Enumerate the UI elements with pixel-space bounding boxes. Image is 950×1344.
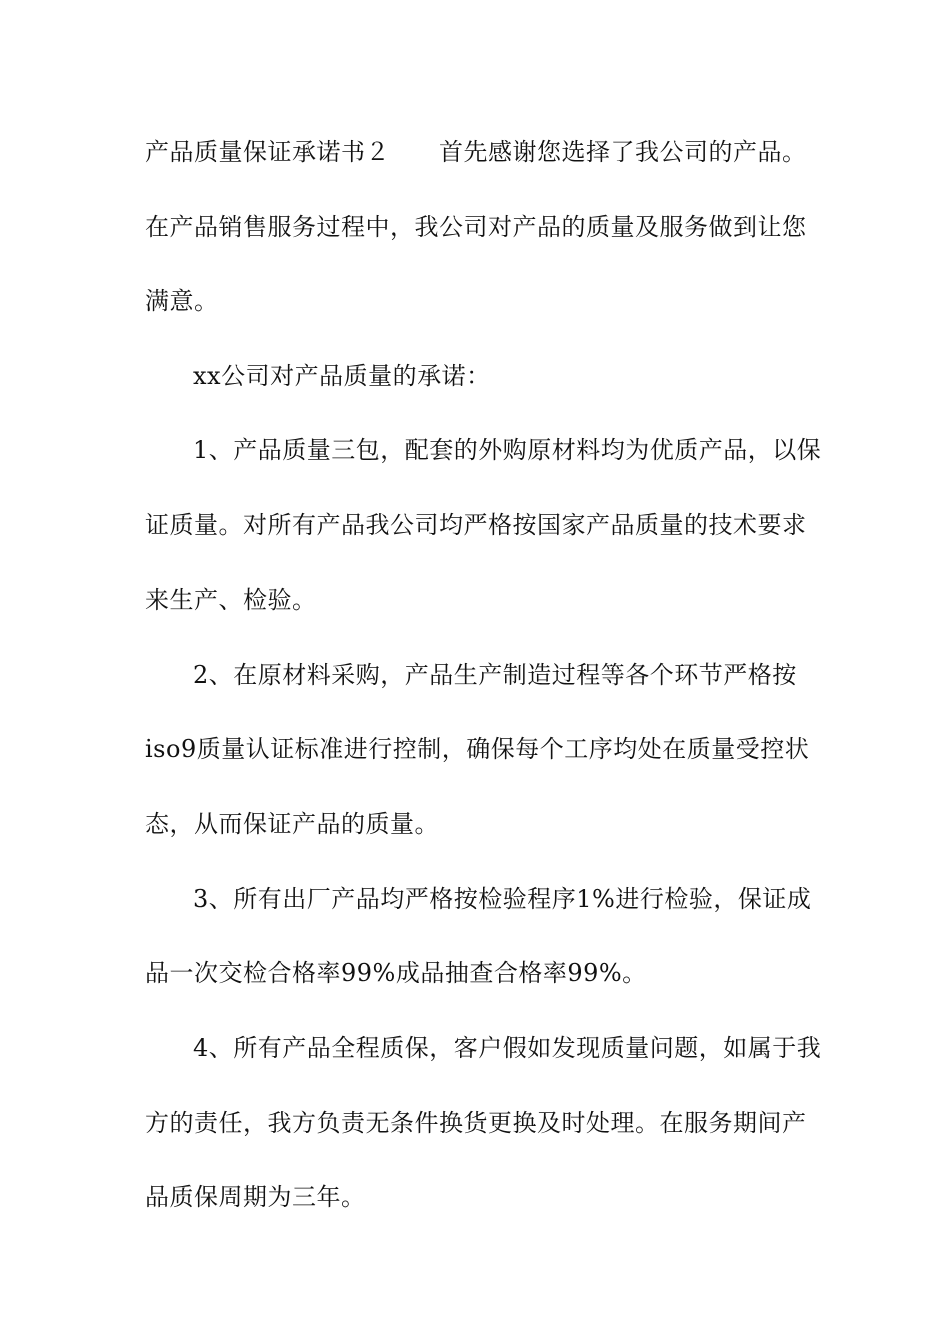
doc-line: 3、所有出厂产品均严格按检验程序1%进行检验，保证成 bbox=[193, 885, 812, 913]
doc-line: 方的责任，我方负责无条件换货更换及时处理。在服务期间产 bbox=[145, 1109, 807, 1137]
doc-line: 态，从而保证产品的质量。 bbox=[145, 810, 439, 838]
doc-line: 在产品销售服务过程中，我公司对产品的质量及服务做到让您 bbox=[145, 213, 807, 241]
doc-line-title: 产品质量保证承诺书２ 首先感谢您选择了我公司的产品。 bbox=[145, 138, 807, 166]
doc-line: 满意。 bbox=[145, 287, 219, 315]
doc-line: 来生产、检验。 bbox=[145, 586, 317, 614]
doc-line: 品质保周期为三年。 bbox=[145, 1183, 366, 1211]
doc-line: 4、所有产品全程质保，客户假如发现质量问题，如属于我 bbox=[193, 1034, 822, 1062]
doc-line: 证质量。对所有产品我公司均严格按国家产品质量的技术要求 bbox=[145, 511, 807, 539]
doc-line-heading: xx公司对产品质量的承诺： bbox=[193, 362, 491, 390]
doc-line: 2、在原材料采购，产品生产制造过程等各个环节严格按 bbox=[193, 661, 797, 689]
doc-line: 品一次交检合格率99%成品抽查合格率99%。 bbox=[145, 959, 647, 987]
doc-line: 1、产品质量三包，配套的外购原材料均为优质产品，以保 bbox=[193, 436, 822, 464]
doc-line: iso9质量认证标准进行控制，确保每个工序均处在质量受控状 bbox=[145, 735, 810, 763]
